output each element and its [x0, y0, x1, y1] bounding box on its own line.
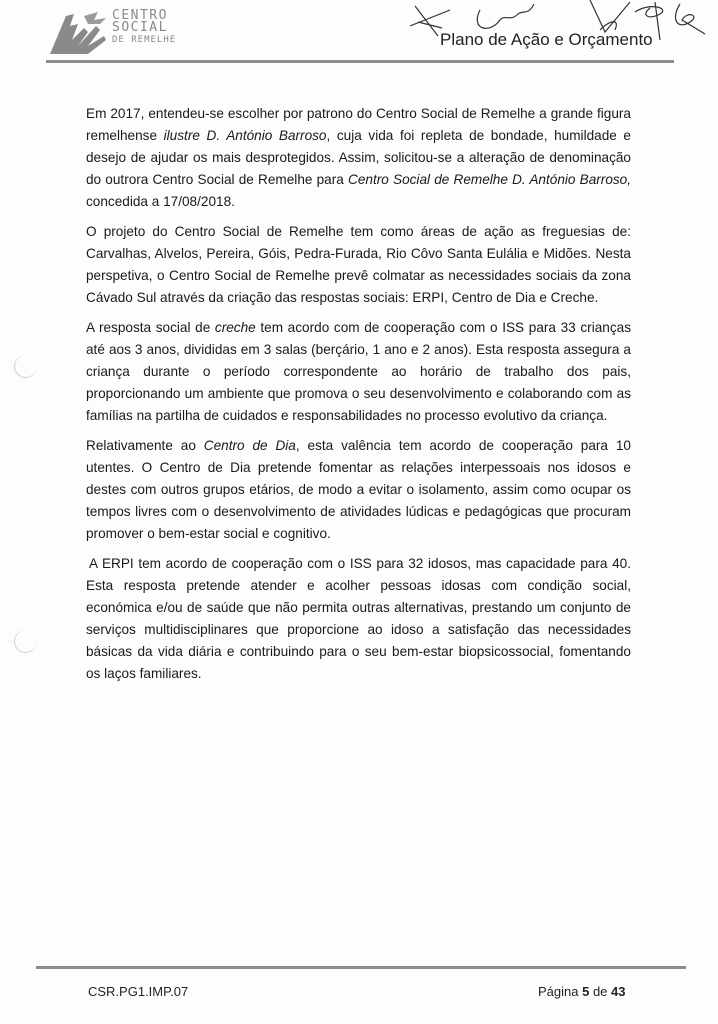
italic-text-segment: Centro Social de Remelhe D. António Barroso,: [348, 172, 632, 187]
punch-hole-mark: [14, 355, 37, 378]
document-title: Plano de Ação e Orçamento: [440, 30, 653, 49]
page-number: [538, 984, 625, 999]
text-segment: Relativamente ao: [86, 438, 204, 453]
text-segment: tem acordo com de cooperação com o ISS para 33 crianças até aos 3 anos, divididas em 3 salas (berçário, 1 ano e 2 anos). Esta resposta assegura a criança durante o período correspondente ao horário de trabalho dos pais, proporcionando um ambiente que promova o seu desenvolvimento e colaborando com as famílias na partilha de cuidados e responsabilidades no processo evolutivo da criança.: [86, 320, 632, 423]
text-segment: , cuja vida foi repleta de bondade, humildade e desejo de ajudar os mais desprotegidos. Assim, solicitou-se a alteração de denominação do outrora Centro Social de Remelhe para: [86, 128, 631, 187]
paragraph-erpi: [86, 553, 631, 685]
document-body: [86, 103, 631, 693]
page-total: 43: [611, 984, 626, 999]
punch-hole-mark: [14, 630, 37, 653]
paragraph-creche: [86, 317, 631, 427]
text-segment: concedida a 17/08/2018.: [86, 194, 235, 209]
logo-hands-icon: [48, 6, 112, 56]
italic-text-segment: Centro de Dia: [203, 438, 296, 453]
text-segment: , esta valência tem acordo de cooperação para 10 utentes. O Centro de Dia pretende fomentar as relações interpessoais nos idosos e destes com outros grupos etários, de modo a evitar o isolamento, assim como ocupar os tempos livres com o desenvolvimento de atividades lúdicas e pedagógicas que procuram promover o bem-estar social e cognitivo.: [86, 438, 631, 541]
paragraph-project-areas: [86, 221, 631, 309]
italic-text-segment: ilustre D. António Barroso: [163, 128, 327, 143]
logo-line-2: SOCIAL: [112, 20, 168, 35]
text-segment: Em 2017, entendeu-se escolher por patrono do Centro Social de Remelhe a grande figura remelhense: [86, 106, 631, 143]
text-segment: A resposta social de: [86, 320, 215, 335]
logo-line-1: CENTRO: [112, 8, 168, 23]
italic-text-segment: creche: [214, 320, 256, 335]
header-divider: [46, 60, 674, 63]
paragraph-day-center: [86, 435, 631, 545]
text-segment: O projeto do Centro Social de Remelhe tem como áreas de ação as freguesias de: Carvalhas, Alvelos, Pereira, Góis, Pedra-Furada, Rio Côvo Santa Eulália e Midões. Nesta perspetiva, o Centro Social de Remelhe prevê colmatar as necessidades sociais da zona Cávado Sul através da criação das respostas sociais: ERPI, Centro de Dia e Creche.: [86, 224, 631, 305]
paragraph-patron: [86, 103, 631, 213]
document-code: CSR.PG1.IMP.07: [88, 984, 189, 999]
logo-text: [112, 10, 176, 46]
logo-line-3: DE REMELHE: [112, 35, 177, 45]
footer-divider: [36, 966, 686, 969]
page-current: 5: [582, 984, 590, 999]
page-mid: de: [589, 984, 612, 999]
text-segment: A ERPI tem acordo de cooperação com o ISS para 32 idosos, mas capacidade para 40. Esta resposta pretende atender e acolher pessoas idosas com condição social, económica e/ou de saúde que não permita outras alternativas, prestando um conjunto de serviços multidisciplinares que proporcione ao idoso a satisfação das necessidades básicas da vida diária e contribuindo para o seu bem-estar biopsicossocial, fomentando os laços familiares.: [86, 556, 631, 681]
page-prefix: Página: [538, 984, 583, 999]
